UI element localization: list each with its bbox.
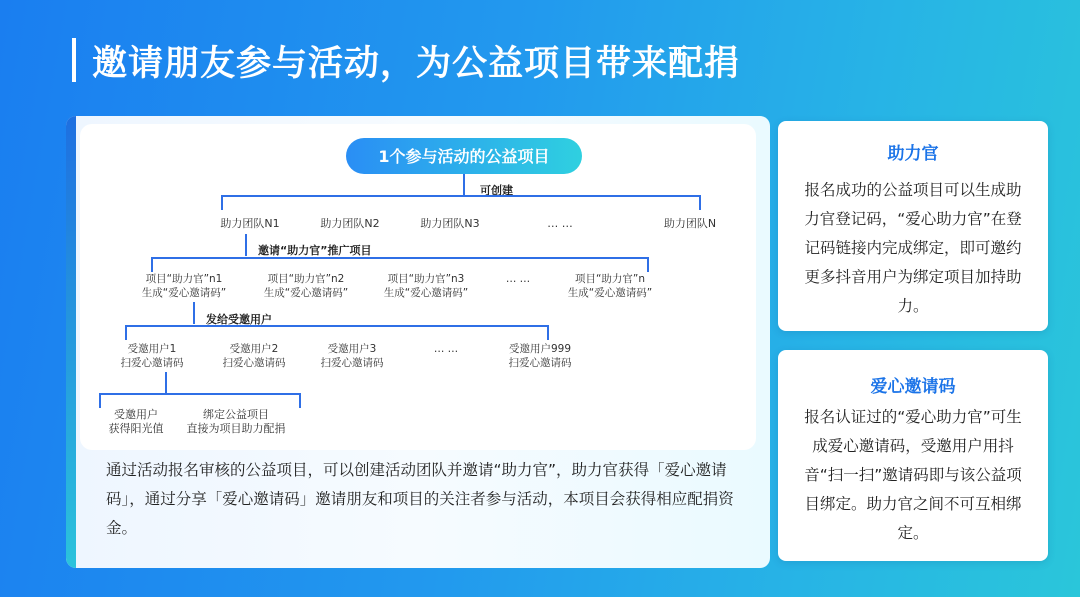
user-bracket	[126, 326, 548, 340]
flow-card	[66, 116, 770, 568]
project-code-node: 生成“爱心邀请码”	[141, 287, 227, 299]
team-node: 助力团队N1	[220, 217, 280, 230]
team-node: … …	[547, 217, 573, 230]
project-node: 项目“助力官”n1	[145, 273, 223, 285]
card-invite-code-body: 报名认证过的“爱心助力官”可生成爱心邀请码，受邀用户用抖音“扫一扫”邀请码即与该公益项目绑定。助力官之间不可互相绑定。	[804, 408, 1022, 542]
user-node: … …	[433, 343, 459, 355]
project-code-node: 生成“爱心邀请码”	[263, 287, 349, 299]
project-node: … …	[505, 273, 531, 285]
user-node: 受邀用户999	[508, 343, 572, 355]
project-node: 项目“助力官”n2	[267, 273, 345, 285]
user-scan-node: 扫爱心邀请码	[508, 357, 572, 369]
level3-label: 发给受邀用户	[206, 313, 272, 326]
level1-label: 可创建	[480, 184, 513, 197]
team-node: 助力团队N2	[320, 217, 380, 230]
page-title: 邀请朋友参与活动，为公益项目带来配捐	[92, 44, 741, 84]
root-label: 1个参与活动的公益项目	[378, 147, 550, 166]
level2-label: 邀请“助力官”推广项目	[258, 244, 372, 257]
card-invite-code	[778, 350, 1048, 561]
outcome-node: 绑定公益项目	[203, 408, 269, 421]
card-helper-body: 报名成功的公益项目可以生成助力官登记码，“爱心助力官”在登记码链接内完成绑定，即可邀约更多抖音用户为绑定项目加持助力。	[804, 181, 1022, 315]
outcome-detail-node: 直接为项目助力配捐	[186, 422, 286, 435]
project-node: 项目“助力官”n	[574, 273, 646, 285]
card-helper	[778, 121, 1048, 331]
project-bracket	[152, 258, 648, 272]
user-scan-node: 扫爱心邀请码	[120, 357, 184, 369]
flow-diagram	[80, 124, 756, 450]
card-invite-code-title: 爱心邀请码	[870, 377, 956, 397]
team-bracket	[222, 196, 700, 210]
outcome-detail-node: 获得阳光值	[108, 422, 164, 435]
project-node: 项目“助力官”n3	[387, 273, 465, 285]
user-node: 受邀用户2	[229, 343, 279, 355]
team-node: 助力团队N3	[420, 217, 480, 230]
user-scan-node: 扫爱心邀请码	[222, 357, 286, 369]
title-accent-bar	[72, 38, 76, 82]
outcome-bracket	[100, 394, 300, 408]
user-node: 受邀用户3	[327, 343, 377, 355]
user-node: 受邀用户1	[127, 343, 177, 355]
card-helper-title: 助力官	[887, 144, 939, 164]
project-code-node: 生成“爱心邀请码”	[567, 287, 653, 299]
project-code-node: 生成“爱心邀请码”	[383, 287, 469, 299]
outcome-node: 受邀用户	[114, 408, 158, 421]
card-accent-edge	[66, 116, 76, 568]
team-node: 助力团队N	[663, 217, 717, 230]
user-scan-node: 扫爱心邀请码	[320, 357, 384, 369]
diagram-panel	[80, 124, 756, 450]
description-text: 通过活动报名审核的公益项目，可以创建活动团队并邀请“助力官”，助力官获得「爱心邀请码」，通过分享「爱心邀请码」邀请朋友和项目的关注者参与活动，本项目会获得相应配捐资金。	[106, 461, 734, 537]
